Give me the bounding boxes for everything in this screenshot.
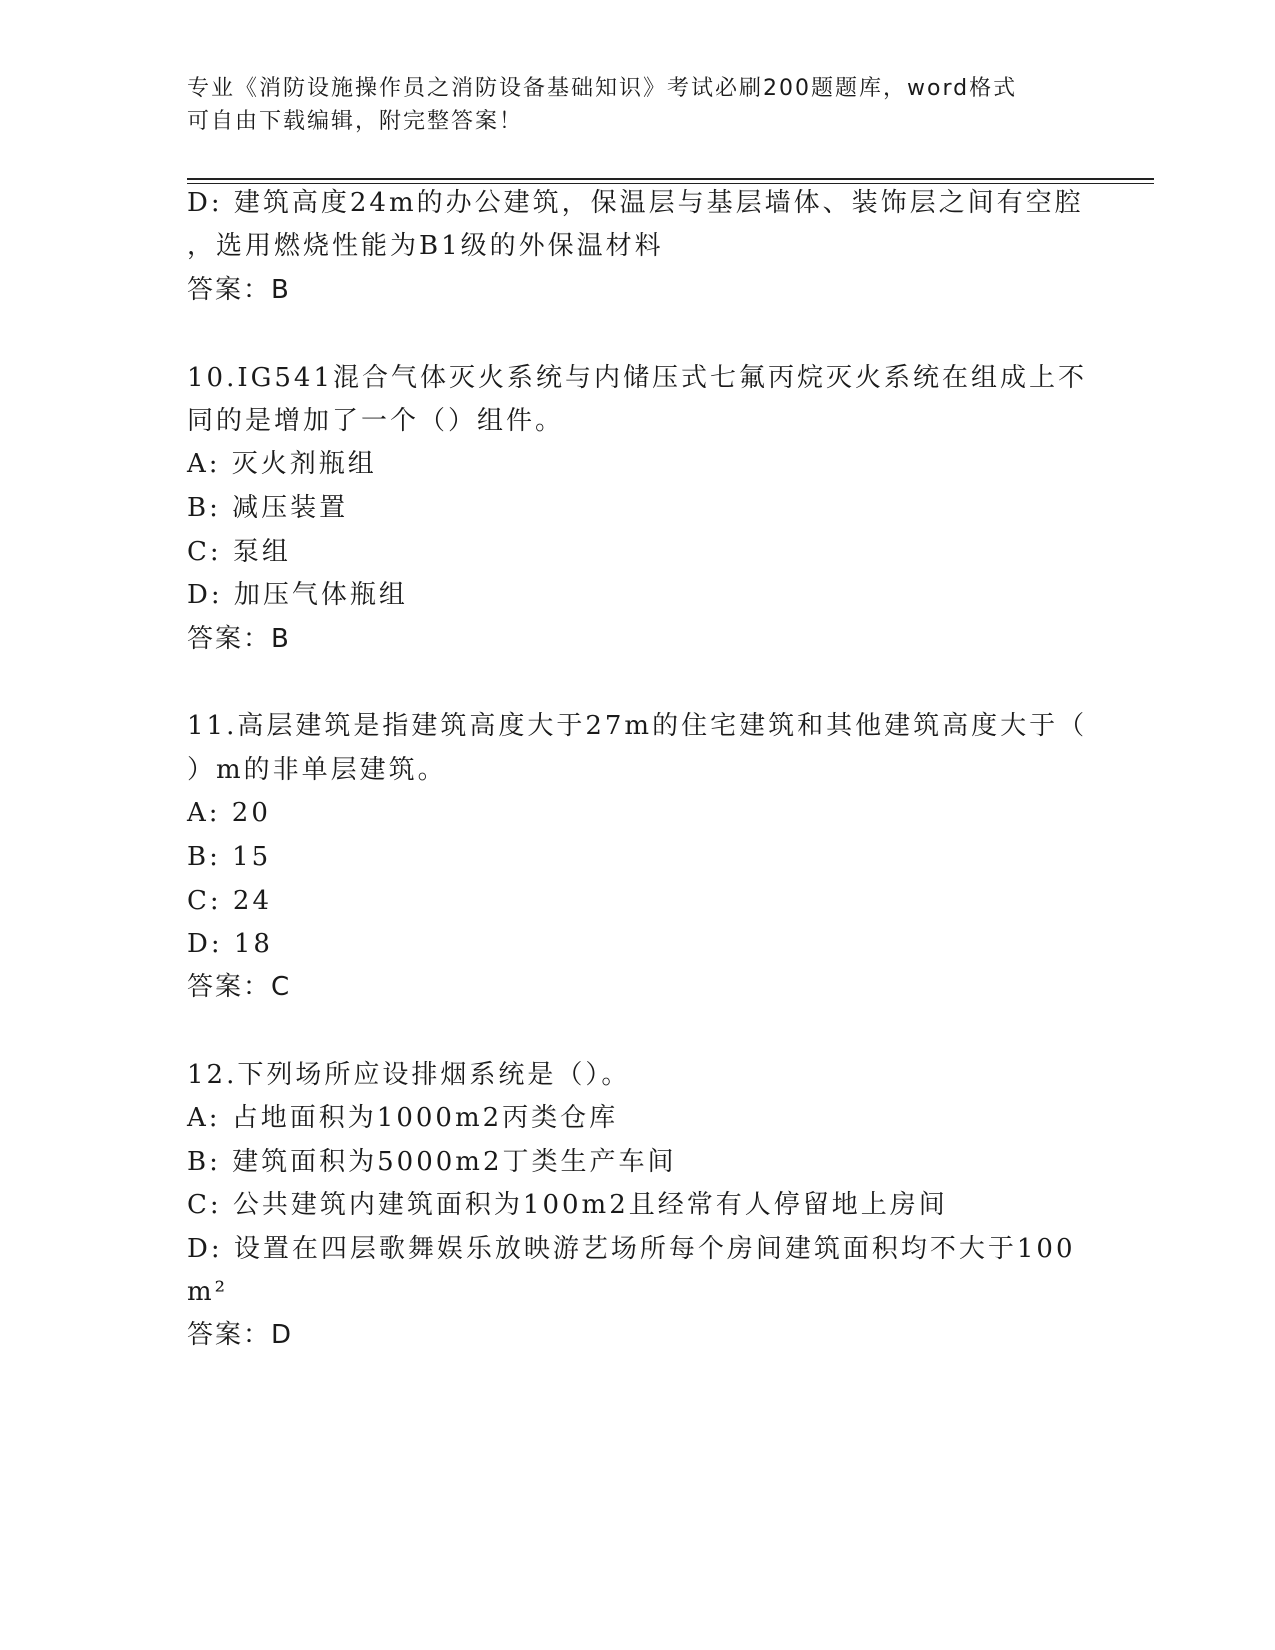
question-12-option-c: C: 公共建筑内建筑面积为100m2且经常有人停留地上房间 (187, 1190, 948, 1220)
question-10-option-c: C: 泵组 (187, 537, 291, 567)
answer-11: 答案：C (187, 972, 292, 1002)
question-10-stem-line1: 10.IG541混合气体灭火系统与内储压式七氟丙烷灭火系统在组成上不 (187, 363, 1088, 393)
question-12-option-d: D: 设置在四层歌舞娱乐放映游艺场所每个房间建筑面积均不大于100 (187, 1234, 1076, 1264)
document-header: 专业《消防设施操作员之消防设备基础知识》考试必刷200题题库，word格式可自由下载编辑，附完整答案！ (187, 76, 1018, 134)
question-10-option-a: A: 灭火剂瓶组 (187, 449, 377, 479)
question-12-stem: 12.下列场所应设排烟系统是（）。 (187, 1060, 631, 1090)
answer-9: 答案：B (187, 275, 291, 305)
question-12-option-b: B: 建筑面积为5000m2丁类生产车间 (187, 1147, 677, 1177)
question-11-option-d: D: 18 (187, 929, 273, 959)
answer-10: 答案：B (187, 624, 291, 654)
question-10-option-d: D: 加压气体瓶组 (187, 580, 408, 610)
question-11-option-c: C: 24 (187, 886, 273, 916)
question-12-option-a: A: 占地面积为1000m2丙类仓库 (187, 1103, 619, 1133)
question-12-option-d-continued: m² (187, 1277, 229, 1307)
option-d-continued-line1: D: 建筑高度24m的办公建筑，保温层与基层墙体、装饰层之间有空腔 (187, 188, 1084, 218)
question-11-option-a: A: 20 (187, 798, 271, 828)
question-11-option-b: B: 15 (187, 842, 272, 872)
question-11-stem-line2: ）m的非单层建筑。 (187, 755, 447, 785)
option-d-continued-line2: ，选用燃烧性能为B1级的外保温材料 (187, 231, 664, 261)
answer-12: 答案：D (187, 1320, 294, 1350)
question-11-stem-line1: 11.高层建筑是指建筑高度大于27m的住宅建筑和其他建筑高度大于（ (187, 711, 1088, 741)
question-10-stem-line2: 同的是增加了一个（）组件。 (187, 406, 565, 436)
header-divider-thin (187, 183, 1154, 184)
question-10-option-b: B: 减压装置 (187, 493, 349, 523)
header-divider-thick (187, 178, 1154, 180)
